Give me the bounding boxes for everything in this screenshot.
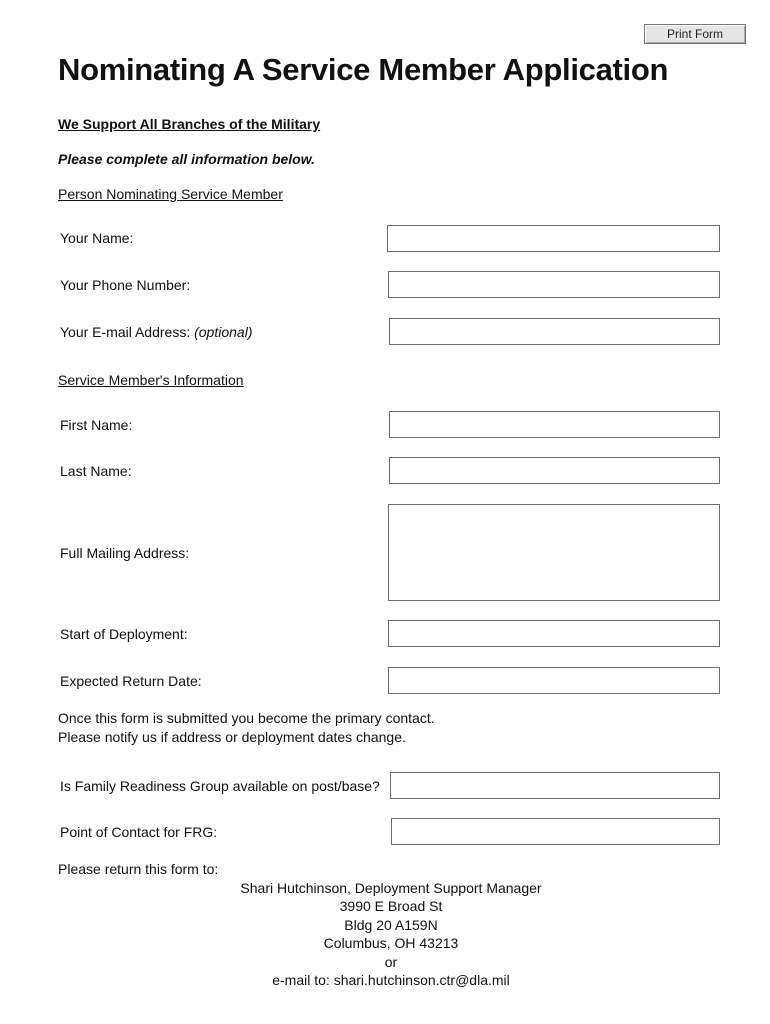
first-name-label: First Name: <box>60 417 133 433</box>
instructions-text: Please complete all information below. <box>58 151 315 167</box>
mailing-address-label: Full Mailing Address: <box>60 545 190 561</box>
print-form-button[interactable]: Print Form <box>644 24 746 44</box>
last-name-field[interactable] <box>389 457 720 484</box>
mailing-address-field[interactable] <box>388 504 720 601</box>
notify-changes-notice: Please notify us if address or deployment dates change. <box>58 729 406 745</box>
return-contact-name: Shari Hutchinson, Deployment Support Manager <box>240 880 542 896</box>
return-date-field[interactable] <box>388 667 720 694</box>
your-email-optional-text: (optional) <box>194 324 253 340</box>
your-email-field[interactable] <box>389 318 720 345</box>
return-intro-text: Please return this form to: <box>58 861 219 877</box>
return-email: e-mail to: shari.hutchinson.ctr@dla.mil <box>272 972 510 988</box>
return-street: 3990 E Broad St <box>339 898 443 914</box>
primary-contact-notice: Once this form is submitted you become the primary contact. <box>58 710 435 726</box>
your-email-label <box>60 324 252 340</box>
service-member-section-title: Service Member's Information <box>58 372 244 388</box>
nominator-section-title: Person Nominating Service Member <box>58 186 283 202</box>
branches-subheading: We Support All Branches of the Military <box>58 116 321 132</box>
your-phone-label: Your Phone Number: <box>60 277 191 293</box>
first-name-field[interactable] <box>389 411 720 438</box>
return-city: Columbus, OH 43213 <box>323 935 459 951</box>
frg-available-field[interactable] <box>390 772 720 799</box>
your-email-label-text: Your E-mail Address: <box>60 324 191 340</box>
frg-available-label: Is Family Readiness Group available on post/base? <box>60 778 380 794</box>
your-phone-field[interactable] <box>388 271 720 298</box>
deployment-start-label: Start of Deployment: <box>60 626 188 642</box>
return-building: Bldg 20 A159N <box>344 917 438 933</box>
deployment-start-field[interactable] <box>388 620 720 647</box>
frg-contact-field[interactable] <box>391 818 720 845</box>
your-name-field[interactable] <box>387 225 720 252</box>
your-name-label: Your Name: <box>60 230 134 246</box>
return-or: or <box>384 954 398 970</box>
page-title: Nominating A Service Member Application <box>58 52 669 87</box>
frg-contact-label: Point of Contact for FRG: <box>60 824 218 840</box>
last-name-label: Last Name: <box>60 463 132 479</box>
return-date-label: Expected Return Date: <box>60 673 202 689</box>
